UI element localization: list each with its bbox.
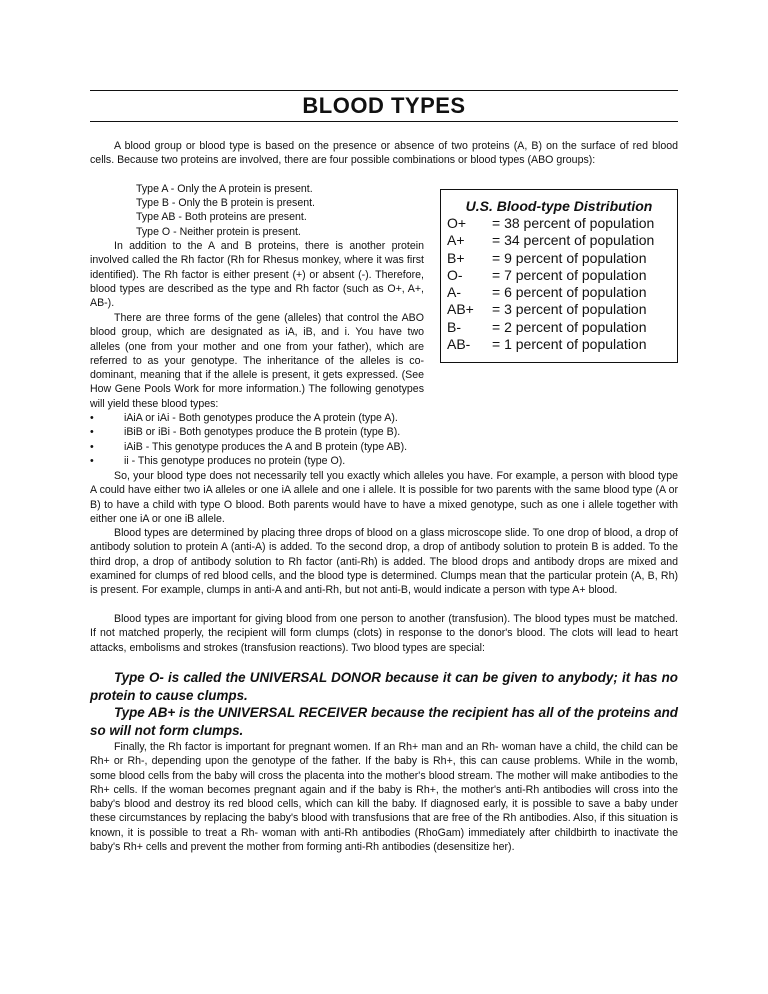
bullet-icon: • (90, 426, 94, 439)
universal-receiver-statement: Type AB+ is the UNIVERSAL RECEIVER because the recipient has all of the proteins and so will not form clumps. (90, 705, 678, 738)
rh-factor-paragraph: In addition to the A and B proteins, there is another protein involved called the Rh factor (Rh for Rhesus monkey, where it was first identified). The Rh factor is either present (+) or absent (-). Therefore, blood types are described as the type and Rh factor (such as O+, A+, AB-). (90, 240, 424, 310)
genotype-item: • ii - This genotype produces no protein (type O). (90, 455, 346, 468)
genotype-item: • iAiB - This genotype produces the A and B protein (type AB). (90, 440, 408, 453)
universal-donor-statement: Type O- is called the UNIVERSAL DONOR because it can be given to anybody; it has no protein to cause clumps. (90, 670, 678, 703)
genotype-item: • iBiB or iBi - Both genotypes produce the B protein (type B). (90, 426, 401, 439)
bullet-icon: • (90, 412, 94, 424)
blood-type-item: Type A - Only the A protein is present. (136, 183, 313, 195)
blood-test-paragraph: Blood types are determined by placing three drops of blood on a glass microscope slide. To one drop of blood, a drop of antibody solution to protein A (anti-A) is added. To the second drop, a drop of antibody solution to protein B is added. To the third drop, a drop of antibody solution to Rh factor (anti-Rh) is added. The blood drops and antibody drops are mixed and examined for clumps of red blood cells, and the blood type is determined. Clumps mean that the particular protein (A, B, Rh) is present. For example, clumps in anti-A and anti-Rh, but not anti-B, would indicate a person with type A+ blood. (90, 527, 678, 597)
page-title: BLOOD TYPES (302, 93, 466, 118)
bullet-icon: • (90, 440, 94, 453)
intro-paragraph: A blood group or blood type is based on the presence or absence of two proteins (A, B) on the surface of red blood cells. Because two proteins are involved, there are four possible combinations or blood types (ABO groups): (90, 140, 678, 167)
title-rule-top (90, 90, 678, 91)
blood-type-item: Type AB - Both proteins are present. (136, 211, 307, 224)
distribution-title: U.S. Blood-type Distribution (465, 198, 653, 214)
transfusion-paragraph: Blood types are important for giving blood from one person to another (transfusion). The blood types must be matched. If not matched properly, the recipient will form clumps (clots) in response to the donor's blood. The clots will lead to heart attacks, embolisms and strokes (transfusion reactions). Two blood types are special: (90, 613, 678, 654)
genotype-paragraph: So, your blood type does not necessarily tell you exactly which alleles you have. For example, a person with blood type A could have either two iA alleles or one iA allele and one i allele. It is possible for two parents with the same blood type (A or B) to have a child with type O blood. Both parents would have to have a mixed genotype, such as one i allele together with either one iA or one iB allele. (90, 470, 678, 525)
blood-type-distribution-box: U.S. Blood-type Distribution O+ = 38 percent of population A+ = 34 percent of population B+ = 9 percent of population O- = 7 percent of population A- = 6 percent of population AB+ = 3 percent of population B- = 2 percent of population AB- = 1 percent of population (440, 189, 678, 363)
genotype-list (90, 411, 678, 469)
bullet-icon: • (90, 455, 94, 468)
alleles-paragraph-start (90, 311, 424, 411)
blood-type-item: Type B - Only the B protein is present. (136, 197, 316, 210)
blood-type-list (136, 182, 315, 239)
title-rule-bottom (90, 121, 678, 122)
alleles-paragraph: There are three forms of the gene (alleles) that control the ABO blood group, which are designated as iA, iB, and i. You have two alleles (one from your mother and one from your father), which are referred to as your genotype. The inheritance of the alleles is co-dominant, meaning that if the allele is present, it gets expressed. (See How Gene Pools Work for more information.) The following genotypes will yield these blood types: (90, 312, 424, 410)
blood-type-item: Type O - Neither protein is present. (136, 225, 301, 238)
pregnancy-paragraph: Finally, the Rh factor is important for pregnant women. If an Rh+ man and an Rh- woman have a child, the child can be Rh+ or Rh-, depending upon the genotype of the father. If the baby is Rh+, this can cause problems. While in the womb, some blood cells from the baby will cross the placenta into the mother's blood stream. The mother will make antibodies to the Rh+ cells. If the woman becomes pregnant again and if the baby is Rh+, the mother's anti-Rh antibodies will cross into the baby's blood and destroy its red blood cells, which can kill the baby. If diagnosed early, it is possible to save a baby under these circumstances by replacing the baby's blood with transfusions that are free of the Rh antibodies. Also, if this situation is known, it is possible to treat a Rh- woman with anti-Rh antibodies (RhoGam) immediately after childbirth to inactivate the baby's Rh+ cells and prevent the mother from forming anti-Rh antibodies (desensitize her). (90, 741, 678, 854)
genotype-item: • iAiA or iAi - Both genotypes produce the A protein (type A). (90, 412, 398, 424)
